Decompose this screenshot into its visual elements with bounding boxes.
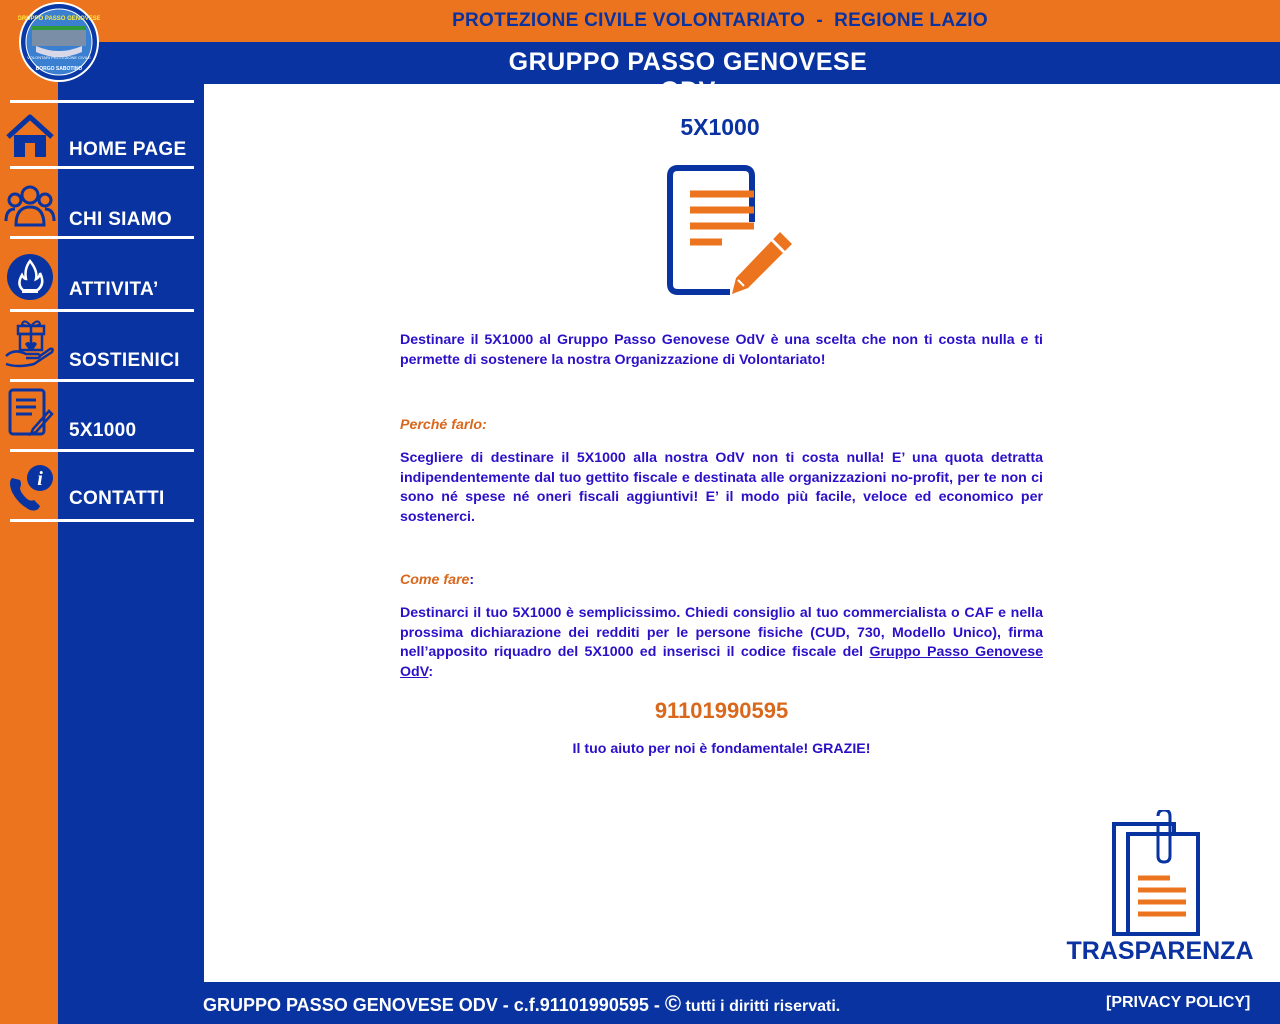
org-title: GRUPPO PASSO GENOVESE (508, 48, 868, 76)
nav-label-contatti: CONTATTI (69, 488, 165, 509)
footer-rights: tutti i diritti riservati. (681, 998, 841, 1015)
nav-label-home: HOME PAGE (69, 139, 187, 160)
nav-divider (10, 519, 194, 522)
nav-item-sostienici[interactable] (0, 312, 200, 382)
transparency-link[interactable]: TRASPARENZA (1066, 937, 1254, 965)
footer-org: GRUPPO PASSO GENOVESE ODV - c.f.91101990595 - (203, 995, 665, 1015)
phone-info-icon (4, 462, 56, 514)
fire-icon (4, 251, 56, 303)
thanks-text: Il tuo aiuto per noi è fondamentale! GRAZIE! (572, 741, 871, 757)
nav-label-attivita: ATTIVITA’ (69, 279, 159, 300)
svg-text:i: i (37, 468, 43, 490)
region-title: PROTEZIONE CIVILE VOLONTARIATO - REGIONE LAZIO (452, 10, 988, 31)
svg-text:BORGO SABOTINO: BORGO SABOTINO (35, 66, 83, 72)
people-icon (4, 181, 56, 233)
footer-text (203, 991, 840, 1017)
org-link[interactable]: Gruppo Passo Genovese OdV (400, 644, 1043, 680)
privacy-policy-link[interactable]: [PRIVACY POLICY] (1106, 994, 1251, 1011)
top-bar (0, 0, 1280, 42)
nav-label-sostienici: SOSTIENICI (69, 350, 180, 371)
svg-text:GRUPPO PASSO GENOVESE: GRUPPO PASSO GENOVESE (18, 16, 100, 22)
org-bar (58, 42, 1280, 84)
how-title (400, 572, 474, 588)
nav-item-attivita[interactable] (0, 239, 200, 309)
how-text-body: Destinarci il tuo 5X1000 è semplicissimo. Chiedi consiglio al tuo commercialista o CAF e nella prossima dichiarazione dei redditi per le persone fisiche (CUD, 730, Modello Unico), firma nell’apposito riquadro del 5X1000 ed inserisci il codice fiscale del (400, 605, 1043, 660)
logo[interactable] (18, 2, 100, 82)
why-title: Perché farlo: (400, 417, 487, 433)
document-pen-icon (664, 162, 798, 298)
copyright-symbol: © (664, 991, 682, 1016)
nav-item-contatti[interactable] (0, 452, 200, 522)
nav-item-home[interactable] (0, 103, 200, 173)
document-pen-icon (4, 388, 56, 440)
svg-text:VOLONTARI PROTEZIONE CIVILE: VOLONTARI PROTEZIONE CIVILE (27, 55, 91, 60)
fiscal-code: 91101990595 (654, 698, 789, 723)
nav-item-chi-siamo[interactable] (0, 169, 200, 239)
nav-label-chi-siamo: CHI SIAMO (69, 209, 172, 230)
nav-label-5x1000: 5X1000 (69, 420, 137, 441)
logo-emblem-icon (18, 2, 100, 82)
how-title-text: Come fare (400, 572, 470, 588)
clipboard-document-icon[interactable] (1108, 810, 1208, 940)
page-title: 5X1000 (680, 114, 760, 140)
how-text-end: : (428, 663, 434, 680)
how-title-colon: : (469, 572, 475, 588)
how-text (400, 604, 1043, 682)
gift-hand-icon (4, 316, 56, 368)
home-icon (4, 111, 56, 163)
footer (58, 982, 1280, 1024)
intro-text: Destinare il 5X1000 al Gruppo Passo Genovese OdV è una scelta che non ti costa nulla e ti permette di sostenere la nostra Organizzazione di Volontariato! (400, 332, 1043, 368)
why-text: Scegliere di destinare il 5X1000 alla nostra OdV non ti costa nulla! E’ una quota detratta indipendentemente dal tuo gettito fiscale e destinata alle organizzazioni no-profit, per te non ci sono né spese né oneri fiscali aggiuntivi! E’ il modo più facile, veloce ed economico per sostenerci. (400, 450, 1043, 525)
nav-item-5x1000[interactable] (0, 382, 200, 452)
